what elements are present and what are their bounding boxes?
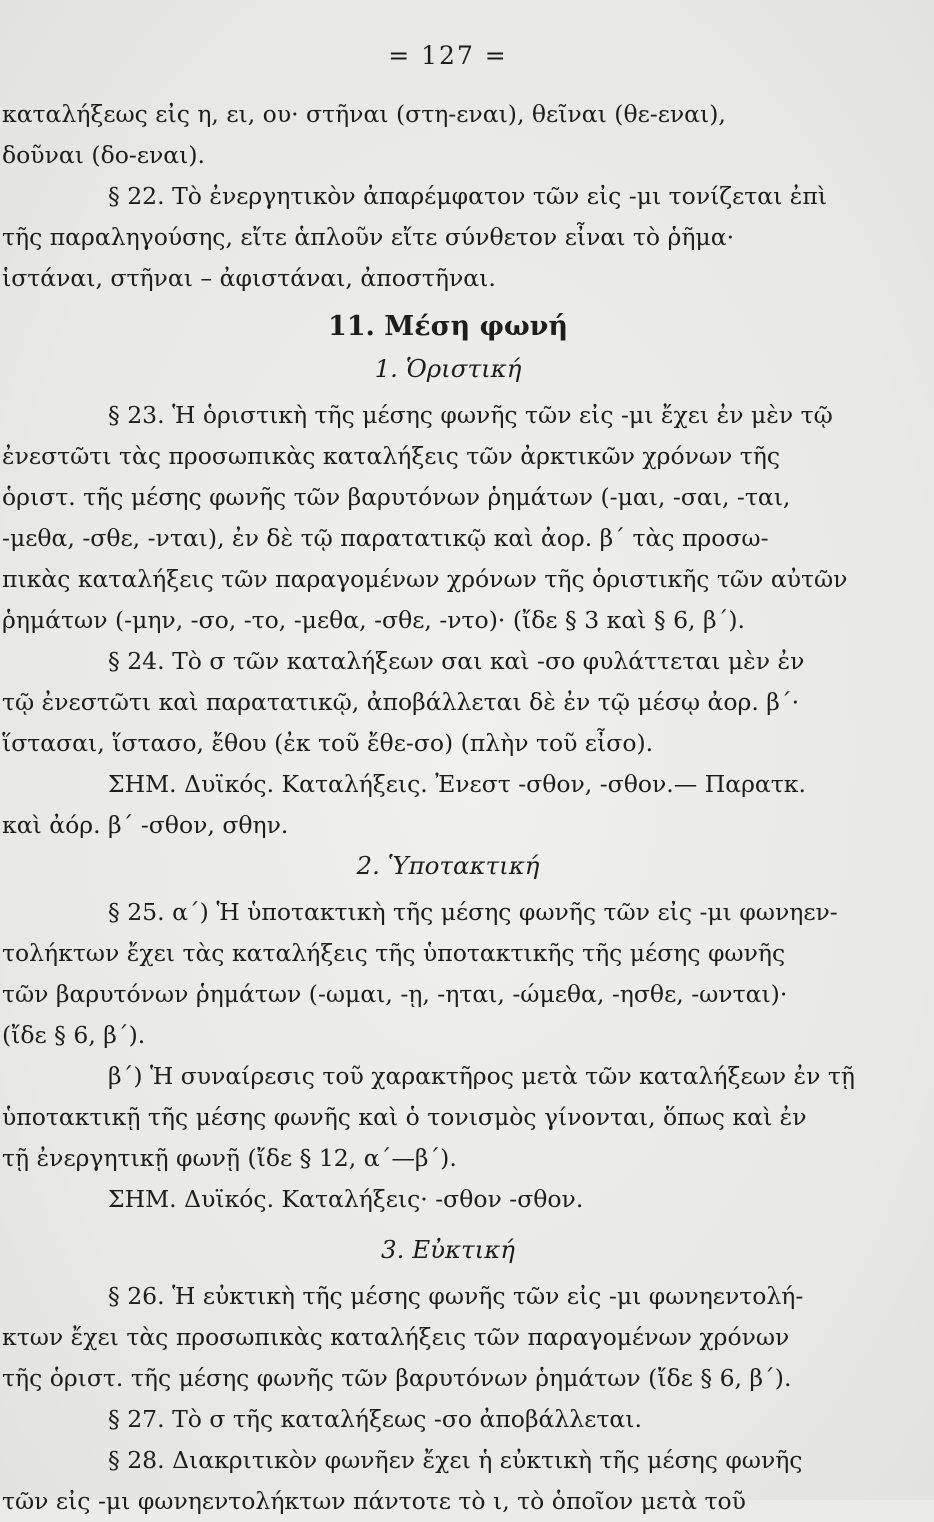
text-line: ἵστασαι, ἵστασο, ἔθου (ἐκ τοῦ ἔθε-σο) (πλὴν τοῦ εἶσο). <box>2 729 654 757</box>
text-line: ὁριστ. τῆς μέσης φωνῆς τῶν βαρυτόνων ῥημάτων (-μαι, -σαι, -ται, <box>2 483 791 511</box>
text-line: κτων ἔχει τὰς προσωπικὰς καταλήξεις τῶν παραγομένων χρόνων <box>2 1323 790 1351</box>
text-line: § 23. Ἡ ὁριστικὴ τῆς μέσης φωνῆς τῶν εἰς -μι ἔχει ἐν μὲν τῷ <box>108 401 833 429</box>
text-line: τῆς παραληγούσης, εἴτε ἁπλοῦν εἴτε σύνθετον εἶναι τὸ ῥῆμα· <box>2 223 735 251</box>
text-line: πικὰς καταλήξεις τῶν παραγομένων χρόνων τῆς ὁριστικῆς τῶν αὐτῶν <box>2 565 848 593</box>
text-line: τολήκτων ἔχει τὰς καταλήξεις τῆς ὑποτακτικῆς τῆς μέσης φωνῆς <box>2 939 786 967</box>
text-line: ΣΗΜ. Δυϊκός. Καταλήξεις· -σθον -σθον. <box>108 1185 584 1213</box>
paragraph-block-euktiki <box>2 1276 894 1522</box>
subheading-euktiki: 3. Εὐκτική <box>381 1235 515 1264</box>
text-line: ἐνεστῶτι τὰς προσωπικὰς καταλήξεις τῶν ἀρκτικῶν χρόνων τῆς <box>2 442 781 470</box>
text-line: § 27. Τὸ σ τῆς καταλήξεως -σο ἀποβάλλεται. <box>108 1405 642 1433</box>
subheading-ypotaktiki: 2. Ὑποτακτική <box>356 851 540 880</box>
text-line: ῥημάτων (-μην, -σο, -το, -μεθα, -σθε, -ντο)· (ἴδε § 3 καὶ § 6, β΄). <box>2 606 745 634</box>
text-line: καὶ ἀόρ. β΄ -σθον, σθην. <box>2 811 289 839</box>
text-line: ΣΗΜ. Δυϊκός. Καταλήξεις. Ἐνεστ -σθον, -σθον.— Παρατκ. <box>108 770 806 798</box>
text-line: τῆς ὁριστ. τῆς μέσης φωνῆς τῶν βαρυτόνων ῥημάτων (ἴδε § 6, β΄). <box>2 1364 792 1392</box>
page-number: = 127 = <box>388 41 508 70</box>
text-line: § 28. Διακριτικὸν φωνῆεν ἔχει ἡ εὐκτικὴ τῆς μέσης φωνῆς <box>108 1446 803 1474</box>
text-line: τῷ ἐνεστῶτι καὶ παρατατικῷ, ἀποβάλλεται δὲ ἐν τῷ μέσῳ ἀορ. β΄· <box>2 688 800 716</box>
text-line: § 24. Τὸ σ τῶν καταλήξεων σαι καὶ -σο φυλάττεται μὲν ἐν <box>108 647 805 675</box>
text-line: β΄) Ἡ συναίρεσις τοῦ χαρακτῆρος μετὰ τῶν καταλήξεων ἐν τῇ <box>108 1062 855 1090</box>
text-line: τῶν εἰς -μι φωνηεντολήκτων πάντοτε τὸ ι, τὸ ὁποῖον μετὰ τοῦ <box>2 1487 746 1515</box>
text-line: § 26. Ἡ εὐκτικὴ τῆς μέσης φωνῆς τῶν εἰς -μι φωνηεντολή- <box>108 1282 804 1310</box>
section-heading: 11. Μέση φωνή <box>327 311 569 342</box>
text-line: τῶν βαρυτόνων ῥημάτων (-ωμαι, -ῃ, -ηται, -ώμεθα, -ησθε, -ωνται)· <box>2 980 788 1008</box>
text-line: § 22. Τὸ ἐνεργητικὸν ἀπαρέμφατον τῶν εἰς -μι τονίζεται ἐπὶ <box>108 182 828 210</box>
text-line: (ἴδε § 6, β΄). <box>2 1021 146 1049</box>
paragraph-block-22 <box>2 94 894 299</box>
paragraph-block-ypotaktiki <box>2 892 894 1220</box>
text-line: δοῦναι (δο-εναι). <box>2 141 206 169</box>
text-line: -μεθα, -σθε, -νται), ἐν δὲ τῷ παρατατικῷ καὶ ἀορ. β΄ τὰς προσω- <box>2 524 769 552</box>
text-line: καταλήξεως εἰς η, ει, ου· στῆναι (στη-εναι), θεῖναι (θε-εναι), <box>2 100 726 128</box>
text-line: ὑποτακτικῇ τῆς μέσης φωνῆς καὶ ὁ τονισμὸς γίνονται, ὅπως καὶ ἐν <box>2 1103 807 1131</box>
paragraph-block-oristiki <box>2 395 894 846</box>
text-line: ἱστάναι, στῆναι – ἀφιστάναι, ἀποστῆναι. <box>2 264 496 292</box>
subheading-oristiki: 1. Ὁριστική <box>374 354 522 383</box>
text-line: τῇ ἐνεργητικῇ φωνῇ (ἴδε § 12, α΄—β΄). <box>2 1144 457 1172</box>
text-line: § 25. α΄) Ἡ ὑποτακτικὴ τῆς μέσης φωνῆς τῶν εἰς -μι φωνηεν- <box>108 898 838 926</box>
